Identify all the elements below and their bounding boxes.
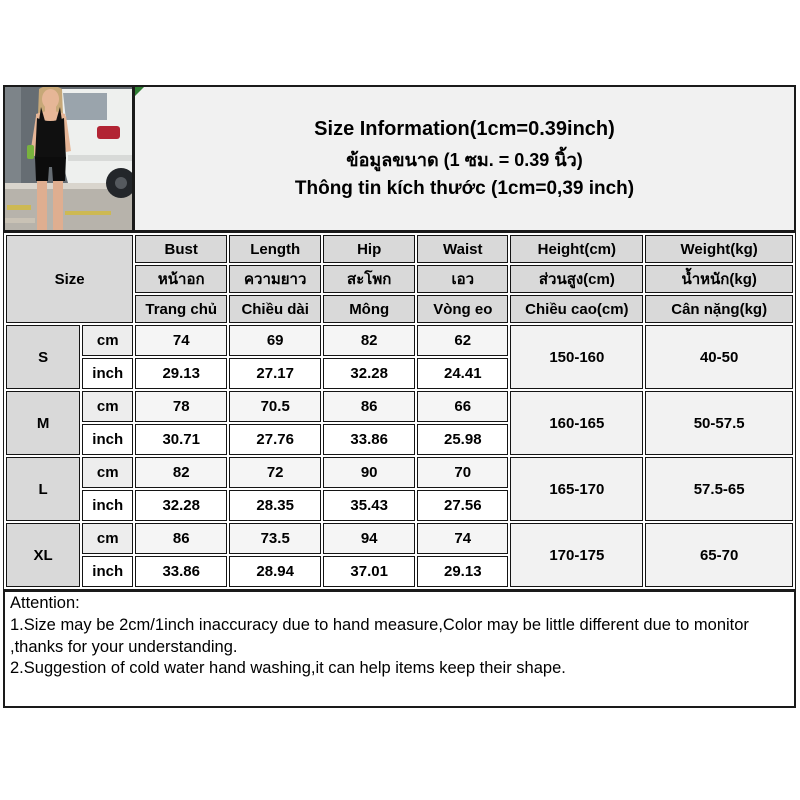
weight-range-cell: 50-57.5 xyxy=(645,391,793,455)
col-header-hip: Hip xyxy=(323,235,415,263)
col-header-hip-th: สะโพก xyxy=(323,265,415,293)
col-header-height: Height(cm) xyxy=(510,235,643,263)
row-m-cm xyxy=(6,391,793,422)
value-cell: 73.5 xyxy=(229,523,321,554)
value-cell: 90 xyxy=(323,457,415,488)
value-cell: 30.71 xyxy=(135,424,227,455)
value-cell: 70.5 xyxy=(229,391,321,422)
product-photo xyxy=(3,85,133,232)
size-label-l: L xyxy=(6,457,80,521)
header-row-en xyxy=(6,235,793,263)
attention-title: Attention: xyxy=(10,594,80,612)
row-l-cm xyxy=(6,457,793,488)
value-cell: 33.86 xyxy=(135,556,227,587)
size-label-s: S xyxy=(6,325,80,389)
col-header-length-th: ความยาว xyxy=(229,265,321,293)
weight-range-cell: 40-50 xyxy=(645,325,793,389)
col-header-height-vi: Chiều cao(cm) xyxy=(510,295,643,323)
title-thai: ข้อมูลขนาด (1 ซม. = 0.39 นิ้ว) xyxy=(346,149,583,170)
value-cell: 27.76 xyxy=(229,424,321,455)
unit-cell: inch xyxy=(82,358,133,389)
value-cell: 82 xyxy=(135,457,227,488)
col-header-weight-th: น้ำหนัก(kg) xyxy=(645,265,793,293)
title-block xyxy=(133,85,796,232)
size-table-wrap xyxy=(3,232,796,590)
col-header-waist: Waist xyxy=(417,235,508,263)
unit-cell: cm xyxy=(82,325,133,356)
value-cell: 86 xyxy=(135,523,227,554)
col-header-height-th: ส่วนสูง(cm) xyxy=(510,265,643,293)
value-cell: 32.28 xyxy=(135,490,227,521)
row-xl-cm xyxy=(6,523,793,554)
title-english: Size Information(1cm=0.39inch) xyxy=(314,117,615,140)
col-header-weight: Weight(kg) xyxy=(645,235,793,263)
col-header-length-vi: Chiều dài xyxy=(229,295,321,323)
attention-line-2: 2.Suggestion of cold water hand washing,it can help items keep their shape. xyxy=(10,659,566,678)
value-cell: 74 xyxy=(135,325,227,356)
header-row xyxy=(3,85,796,232)
unit-cell: cm xyxy=(82,523,133,554)
unit-cell: inch xyxy=(82,424,133,455)
unit-cell: cm xyxy=(82,457,133,488)
col-header-waist-vi: Vòng eo xyxy=(417,295,508,323)
green-corner-marker-icon xyxy=(135,87,144,96)
unit-cell: inch xyxy=(82,490,133,521)
attention-box xyxy=(3,590,796,708)
value-cell: 78 xyxy=(135,391,227,422)
product-photo-illustration xyxy=(5,87,132,230)
size-label-m: M xyxy=(6,391,80,455)
value-cell: 37.01 xyxy=(323,556,415,587)
value-cell: 28.94 xyxy=(229,556,321,587)
unit-cell: cm xyxy=(82,391,133,422)
value-cell: 72 xyxy=(229,457,321,488)
height-range-cell: 170-175 xyxy=(510,523,643,587)
value-cell: 29.13 xyxy=(417,556,508,587)
unit-cell: inch xyxy=(82,556,133,587)
value-cell: 27.17 xyxy=(229,358,321,389)
col-header-waist-th: เอว xyxy=(417,265,508,293)
value-cell: 86 xyxy=(323,391,415,422)
size-chart xyxy=(3,85,796,708)
size-table xyxy=(4,233,795,589)
size-label-xl: XL xyxy=(6,523,80,587)
value-cell: 62 xyxy=(417,325,508,356)
value-cell: 70 xyxy=(417,457,508,488)
value-cell: 33.86 xyxy=(323,424,415,455)
value-cell: 24.41 xyxy=(417,358,508,389)
weight-range-cell: 57.5-65 xyxy=(645,457,793,521)
col-header-length: Length xyxy=(229,235,321,263)
row-s-cm xyxy=(6,325,793,356)
col-header-bust: Bust xyxy=(135,235,227,263)
value-cell: 82 xyxy=(323,325,415,356)
value-cell: 25.98 xyxy=(417,424,508,455)
value-cell: 27.56 xyxy=(417,490,508,521)
value-cell: 28.35 xyxy=(229,490,321,521)
attention-line-1: 1.Size may be 2cm/1inch inaccuracy due to hand measure,Color may be little different due to monitor ,thanks for your understanding. xyxy=(10,615,749,656)
col-header-hip-vi: Mông xyxy=(323,295,415,323)
col-header-bust-th: หน้าอก xyxy=(135,265,227,293)
value-cell: 32.28 xyxy=(323,358,415,389)
title-vietnamese: Thông tin kích thước (1cm=0,39 inch) xyxy=(294,177,635,199)
value-cell: 66 xyxy=(417,391,508,422)
size-corner-cell: Size xyxy=(6,235,133,323)
value-cell: 29.13 xyxy=(135,358,227,389)
value-cell: 35.43 xyxy=(323,490,415,521)
col-header-weight-vi: Cân nặng(kg) xyxy=(645,295,793,323)
value-cell: 69 xyxy=(229,325,321,356)
value-cell: 94 xyxy=(323,523,415,554)
height-range-cell: 165-170 xyxy=(510,457,643,521)
weight-range-cell: 65-70 xyxy=(645,523,793,587)
value-cell: 74 xyxy=(417,523,508,554)
height-range-cell: 160-165 xyxy=(510,391,643,455)
col-header-bust-vi: Trang chủ xyxy=(135,295,227,323)
height-range-cell: 150-160 xyxy=(510,325,643,389)
